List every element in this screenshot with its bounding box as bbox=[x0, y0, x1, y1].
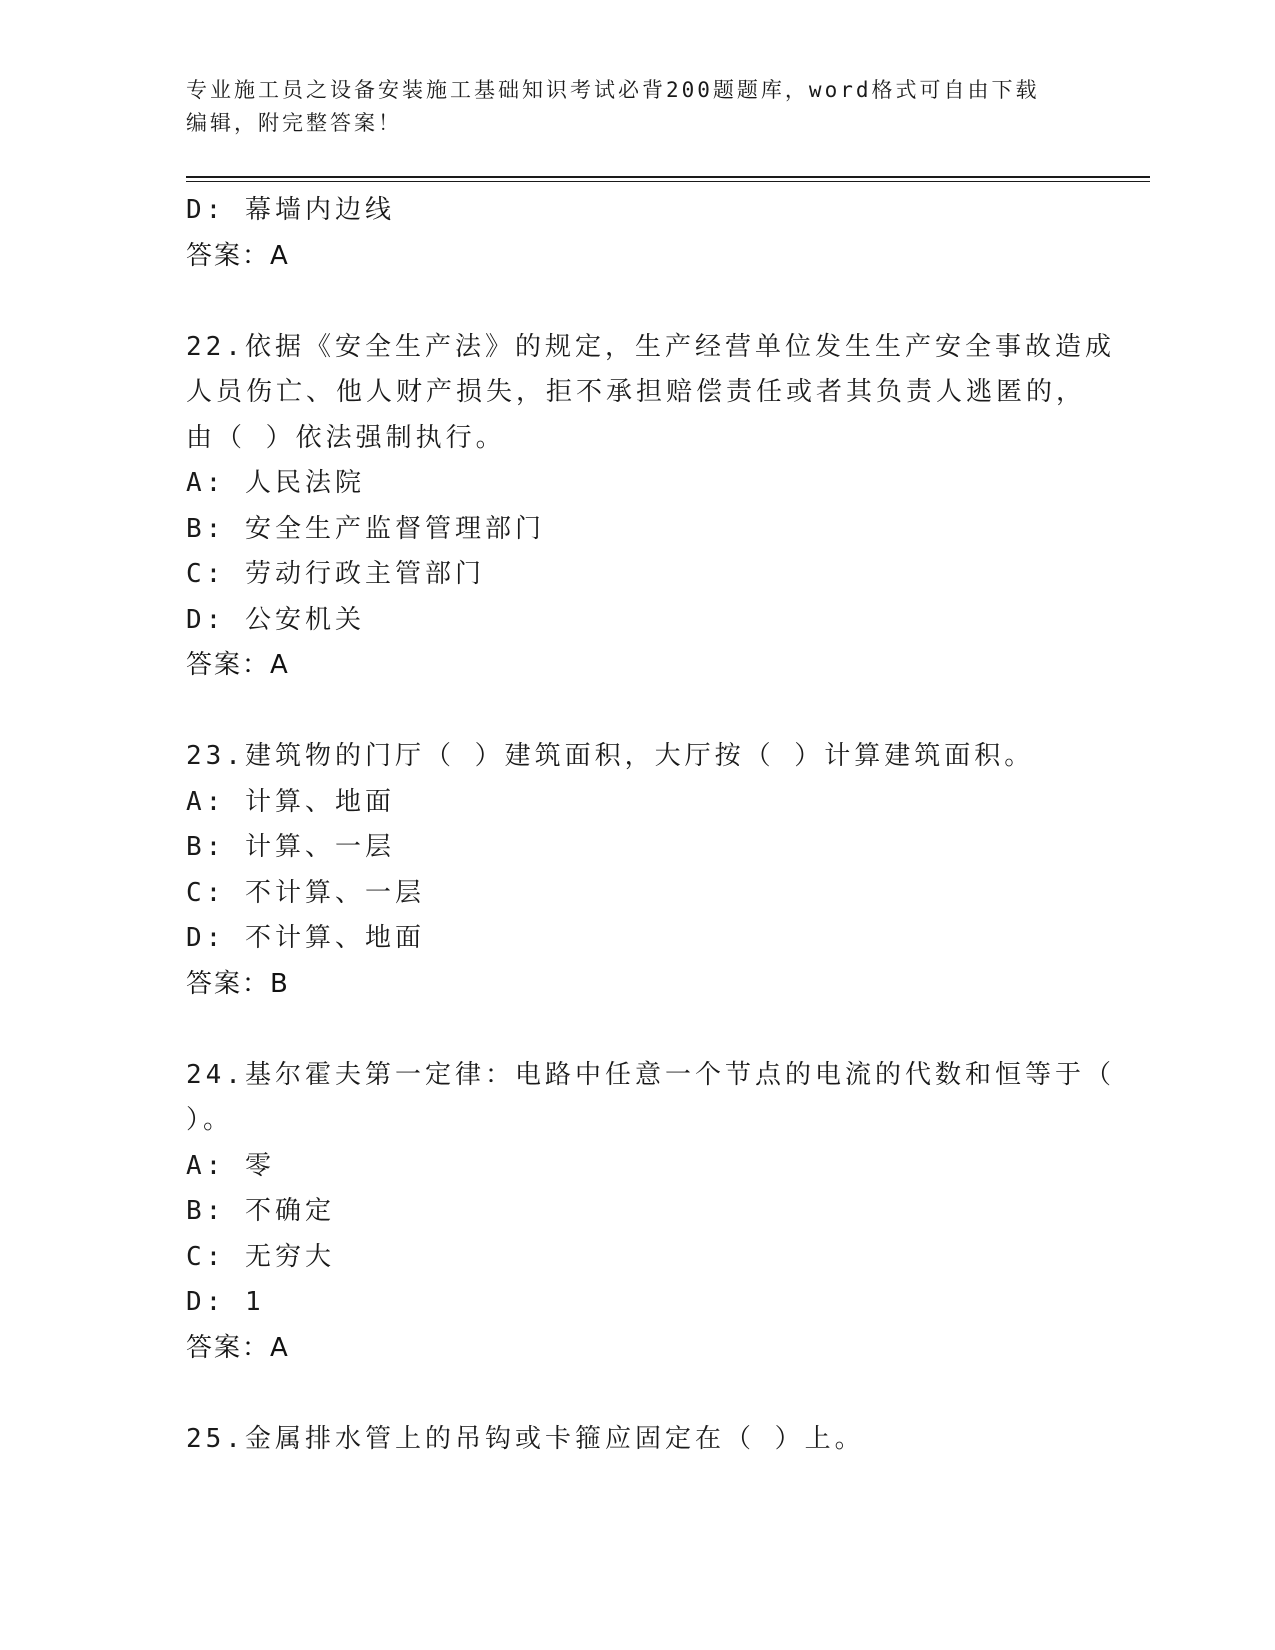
option-b: B: 不确定 bbox=[186, 1196, 335, 1226]
header-divider-thin bbox=[186, 181, 1150, 182]
option-c: C: 不计算、一层 bbox=[186, 877, 425, 908]
option-a: A: 计算、地面 bbox=[186, 786, 395, 817]
question-stem: 25.金属排水管上的吊钩或卡箍应固定在（ ）上。 bbox=[186, 1423, 865, 1454]
question-stem: 人员伤亡、他人财产损失，拒不承担赔偿责任或者其负责人逃匿的， bbox=[186, 377, 1087, 407]
answer-line: 答案：A bbox=[186, 650, 290, 680]
option-d: D: 幕墙内边线 bbox=[186, 195, 395, 225]
question-21-tail bbox=[186, 188, 1086, 279]
spacer bbox=[186, 279, 1086, 325]
option-b: B: 计算、一层 bbox=[186, 832, 395, 862]
option-b: B: 安全生产监督管理部门 bbox=[186, 513, 545, 544]
spacer bbox=[186, 689, 1086, 735]
question-24 bbox=[186, 1053, 1115, 1372]
option-d: D: 1 bbox=[186, 1287, 265, 1317]
header-divider-thick bbox=[186, 176, 1150, 178]
answer-line: 答案：B bbox=[186, 968, 290, 999]
option-c: C: 无穷大 bbox=[186, 1241, 335, 1272]
question-stem: 22.依据《安全生产法》的规定，生产经营单位发生生产安全事故造成 bbox=[186, 331, 1115, 362]
spacer bbox=[186, 1371, 1086, 1417]
question-23 bbox=[186, 734, 1086, 1007]
option-a: A: 人民法院 bbox=[186, 468, 365, 498]
question-stem: 24.基尔霍夫第一定律：电路中任意一个节点的电流的代数和恒等于（ bbox=[186, 1059, 1115, 1090]
answer-line: 答案：A bbox=[186, 240, 290, 271]
question-stem: 23.建筑物的门厅（ ）建筑面积，大厅按（ ）计算建筑面积。 bbox=[186, 741, 1035, 771]
answer-line: 答案：A bbox=[186, 1332, 290, 1363]
option-a: A: 零 bbox=[186, 1150, 275, 1181]
header-title-line-1: 专业施工员之设备安装施工基础知识考试必背200题题库，word格式可自由下载 bbox=[186, 78, 1040, 102]
question-22 bbox=[186, 325, 1115, 689]
question-list bbox=[186, 188, 1115, 1462]
option-c: C: 劳动行政主管部门 bbox=[186, 559, 485, 589]
question-stem: 由（ ）依法强制执行。 bbox=[186, 422, 506, 453]
question-stem: ）。 bbox=[186, 1105, 234, 1135]
question-25 bbox=[186, 1417, 1086, 1463]
option-d: D: 不计算、地面 bbox=[186, 923, 425, 953]
document-header bbox=[186, 74, 1066, 140]
option-d: D: 公安机关 bbox=[186, 604, 365, 635]
header-title-line-2: 编辑，附完整答案！ bbox=[186, 111, 402, 135]
spacer bbox=[186, 1007, 1086, 1053]
